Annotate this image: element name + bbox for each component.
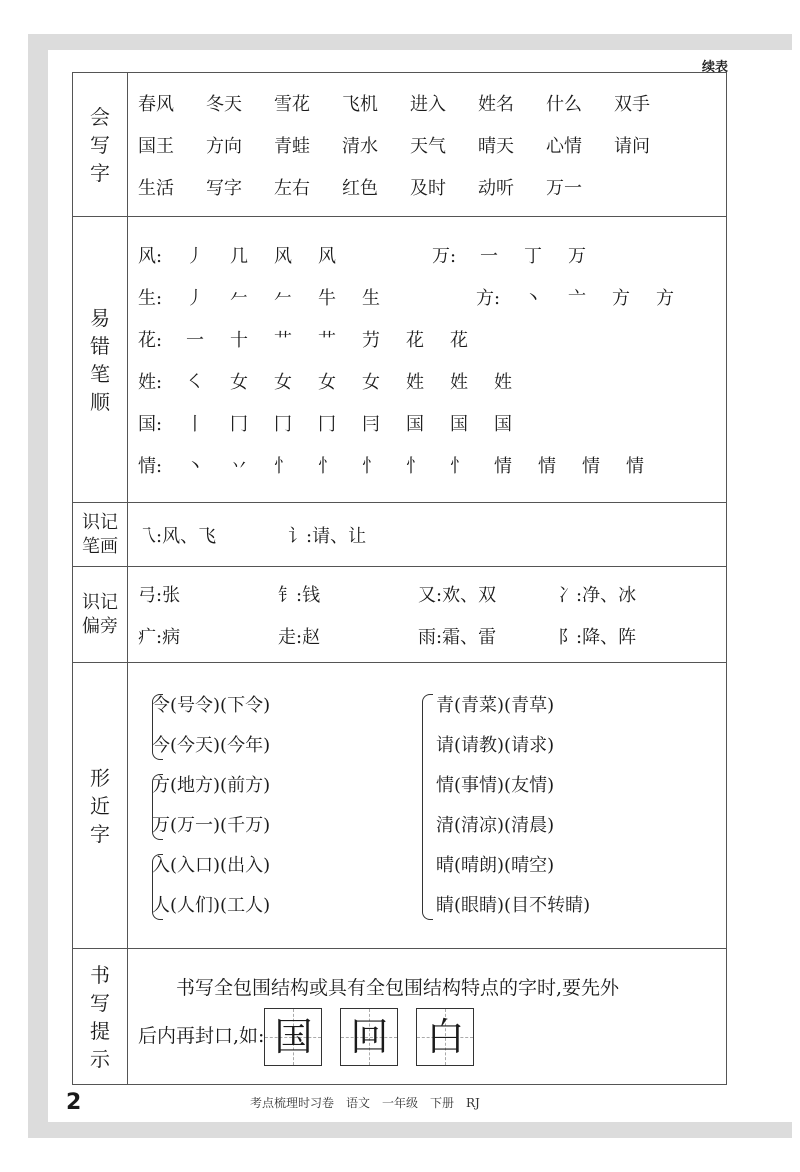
stroke-char: 万: [432,245,457,267]
stroke-step: 芀 [362,329,380,351]
vocab-word: 青蛙 [274,135,310,157]
brace-bracket [422,694,433,920]
stroke-row [128,360,726,402]
similar-word: 万(万一)(千万) [152,814,271,836]
stroke-step: 冃 [362,413,380,435]
stroke-step: 方 [612,287,630,309]
stroke-step: 艹 [274,329,292,351]
radical-item: 又:欢、双 [418,584,497,606]
vocab-word: 左右 [274,177,310,199]
stroke-step: 艹 [318,329,336,351]
stroke-step: 忄 [406,455,424,477]
writing-section [73,949,727,1085]
stroke-char: 风: [138,245,163,267]
stroke-step: 花 [406,329,424,351]
stroke-step: 几 [230,245,248,267]
stroke-step: 方 [656,287,674,309]
similar-word: 请(请教)(请求) [436,734,555,756]
stroke-row [128,318,726,360]
stroke-char: 姓: [138,371,163,393]
vocab-word: 冬天 [206,93,242,115]
similar-left-col [138,686,422,926]
stroke-step: 情 [538,455,556,477]
similar-label: 形近字 [90,765,110,846]
vocab-word: 姓名 [478,93,514,115]
similar-word: 方(地方)(前方) [152,774,271,796]
radical-item: 阝:降、阵 [558,626,637,648]
stroke-step: ㇛ [186,371,204,393]
stroke-step: 国 [450,413,468,435]
stroke-step: 风 [318,245,336,267]
stroke-step: 情 [582,455,600,477]
radical-item: 雨:霜、雷 [418,626,497,648]
stroke-step: 丷 [230,455,248,477]
stroke-step: 忄 [318,455,336,477]
stroke-char: 国: [138,413,163,435]
stroke-char: 花: [138,329,163,351]
stroke-step: 丿 [186,245,204,267]
stroke-step: 𠂉 [274,287,292,309]
vocab-label: 会写字 [90,104,110,185]
similar-right-col [422,686,706,926]
stroke-step: 女 [274,371,292,393]
stroke-step: 丶 [524,287,542,309]
brace-bracket [152,774,163,840]
similar-word: 情(事情)(友情) [436,774,555,796]
writing-text-2: 后内再封口,如: [138,1024,265,1047]
radical-item: 钅:钱 [278,584,321,606]
stroke-step: 忄 [450,455,468,477]
vocab-word: 写字 [206,177,242,199]
study-table [72,72,727,1085]
page-number: 2 [66,1090,82,1115]
stroke-step: 一 [186,329,204,351]
writing-text-1: 书写全包围结构或具有全包围结构特点的字时,要先外 [176,976,620,999]
stroke-step: 花 [450,329,468,351]
vocab-row [128,124,726,166]
vocab-word: 生活 [138,177,174,199]
stroke-step: 亠 [568,287,586,309]
similar-word: 入(入口)(出入) [152,854,271,876]
similar-group [152,766,422,846]
stroke-step: 丿 [186,287,204,309]
similar-word: 清(清凉)(清晨) [436,814,555,836]
vocab-word: 双手 [614,93,650,115]
stroke-step: 情 [494,455,512,477]
similar-word: 晴(晴朗)(晴空) [436,854,555,876]
stroke-char: 方: [476,287,501,309]
stroke-char: 情: [138,455,163,477]
similar-group [152,686,422,766]
stroke-step: 冂 [318,413,336,435]
radicals-label: 识记偏旁 [81,591,118,637]
vocab-content [128,73,727,217]
vocab-word: 万一 [546,177,582,199]
stroke-step: 丶 [186,455,204,477]
vocab-row [128,82,726,124]
vocab-word: 清水 [342,135,378,157]
stroke-step: 姓 [450,371,468,393]
vocab-word: 晴天 [478,135,514,157]
vocab-word: 红色 [342,177,378,199]
radical-item: 弓:张 [138,584,181,606]
stroke-row [128,444,726,486]
stroke-step: 忄 [274,455,292,477]
stroke-step: 万 [568,245,586,267]
similar-word: 人(人们)(工人) [152,894,271,916]
strokes-section [73,217,727,503]
stroke-step: 姓 [406,371,424,393]
similar-word: 青(青菜)(青草) [436,694,555,716]
stroke-step: 冂 [274,413,292,435]
vocab-word: 国王 [138,135,174,157]
radical-item: 冫:净、冰 [558,584,637,606]
stroke-step: 忄 [362,455,380,477]
stroke-step: 冂 [230,413,248,435]
stroke-step: 国 [494,413,512,435]
radical-item: 走:赵 [278,626,321,648]
stroke-row [128,234,726,276]
vocab-word: 方向 [206,135,242,157]
stroke-step: 一 [480,245,498,267]
strokes-id-section [73,503,727,567]
vocab-word: 心情 [546,135,582,157]
stroke-step: 情 [626,455,644,477]
vocab-row [128,166,726,208]
vocab-word: 雪花 [274,93,310,115]
strokes-content [128,217,727,503]
example-char-box: 国 [264,1008,322,1066]
vocab-word: 飞机 [342,93,378,115]
stroke-step: 𠂉 [230,287,248,309]
stroke-row [128,402,726,444]
example-char-box: 回 [340,1008,398,1066]
brace-bracket [152,694,163,760]
radicals-content [128,567,727,663]
stroke-step: 十 [230,329,248,351]
similar-group [152,846,422,926]
writing-label: 书写提示 [90,962,110,1071]
similar-word: 令(号令)(下令) [152,694,271,716]
strokes-id-label: 识记笔画 [81,511,118,557]
vocab-word: 天气 [410,135,446,157]
stroke-step: 丨 [186,413,204,435]
stroke-step: 生 [362,287,380,309]
radical-row [128,573,726,615]
radical-row [128,615,726,657]
vocab-word: 动听 [478,177,514,199]
stroke-step: 牛 [318,287,336,309]
stroke-step: 姓 [494,371,512,393]
footer-text: 考点梳理时习卷 语文 一年级 下册 RJ [250,1096,480,1110]
stroke-step: 丁 [524,245,542,267]
stroke-step: 女 [318,371,336,393]
similar-section [73,663,727,949]
similar-word: 今(今天)(今年) [152,734,271,756]
similar-word: 睛(眼睛)(目不转睛) [436,894,591,916]
vocab-word: 请问 [614,135,650,157]
stroke-step: 风 [274,245,292,267]
similar-grid [128,672,726,940]
stroke-step: 国 [406,413,424,435]
vocab-section [73,73,727,217]
strokes-id-item: 讠:请、让 [288,525,367,547]
stroke-char: 生: [138,287,163,309]
stroke-row [128,276,726,318]
stroke-step: 女 [230,371,248,393]
brace-bracket [152,854,163,920]
strokes-id-row [128,514,726,556]
writing-content [128,958,726,1076]
vocab-word: 及时 [410,177,446,199]
vocab-word: 春风 [138,93,174,115]
continued-label: 续表 [701,60,728,75]
vocab-word: 进入 [410,93,446,115]
example-char-box: 白 [416,1008,474,1066]
strokes-id-item: 乁:风、飞 [138,525,217,547]
radicals-section [73,567,727,663]
strokes-label: 易错笔顺 [90,305,110,414]
vocab-word: 什么 [546,93,582,115]
stroke-step: 女 [362,371,380,393]
radical-item: 疒:病 [138,626,181,648]
